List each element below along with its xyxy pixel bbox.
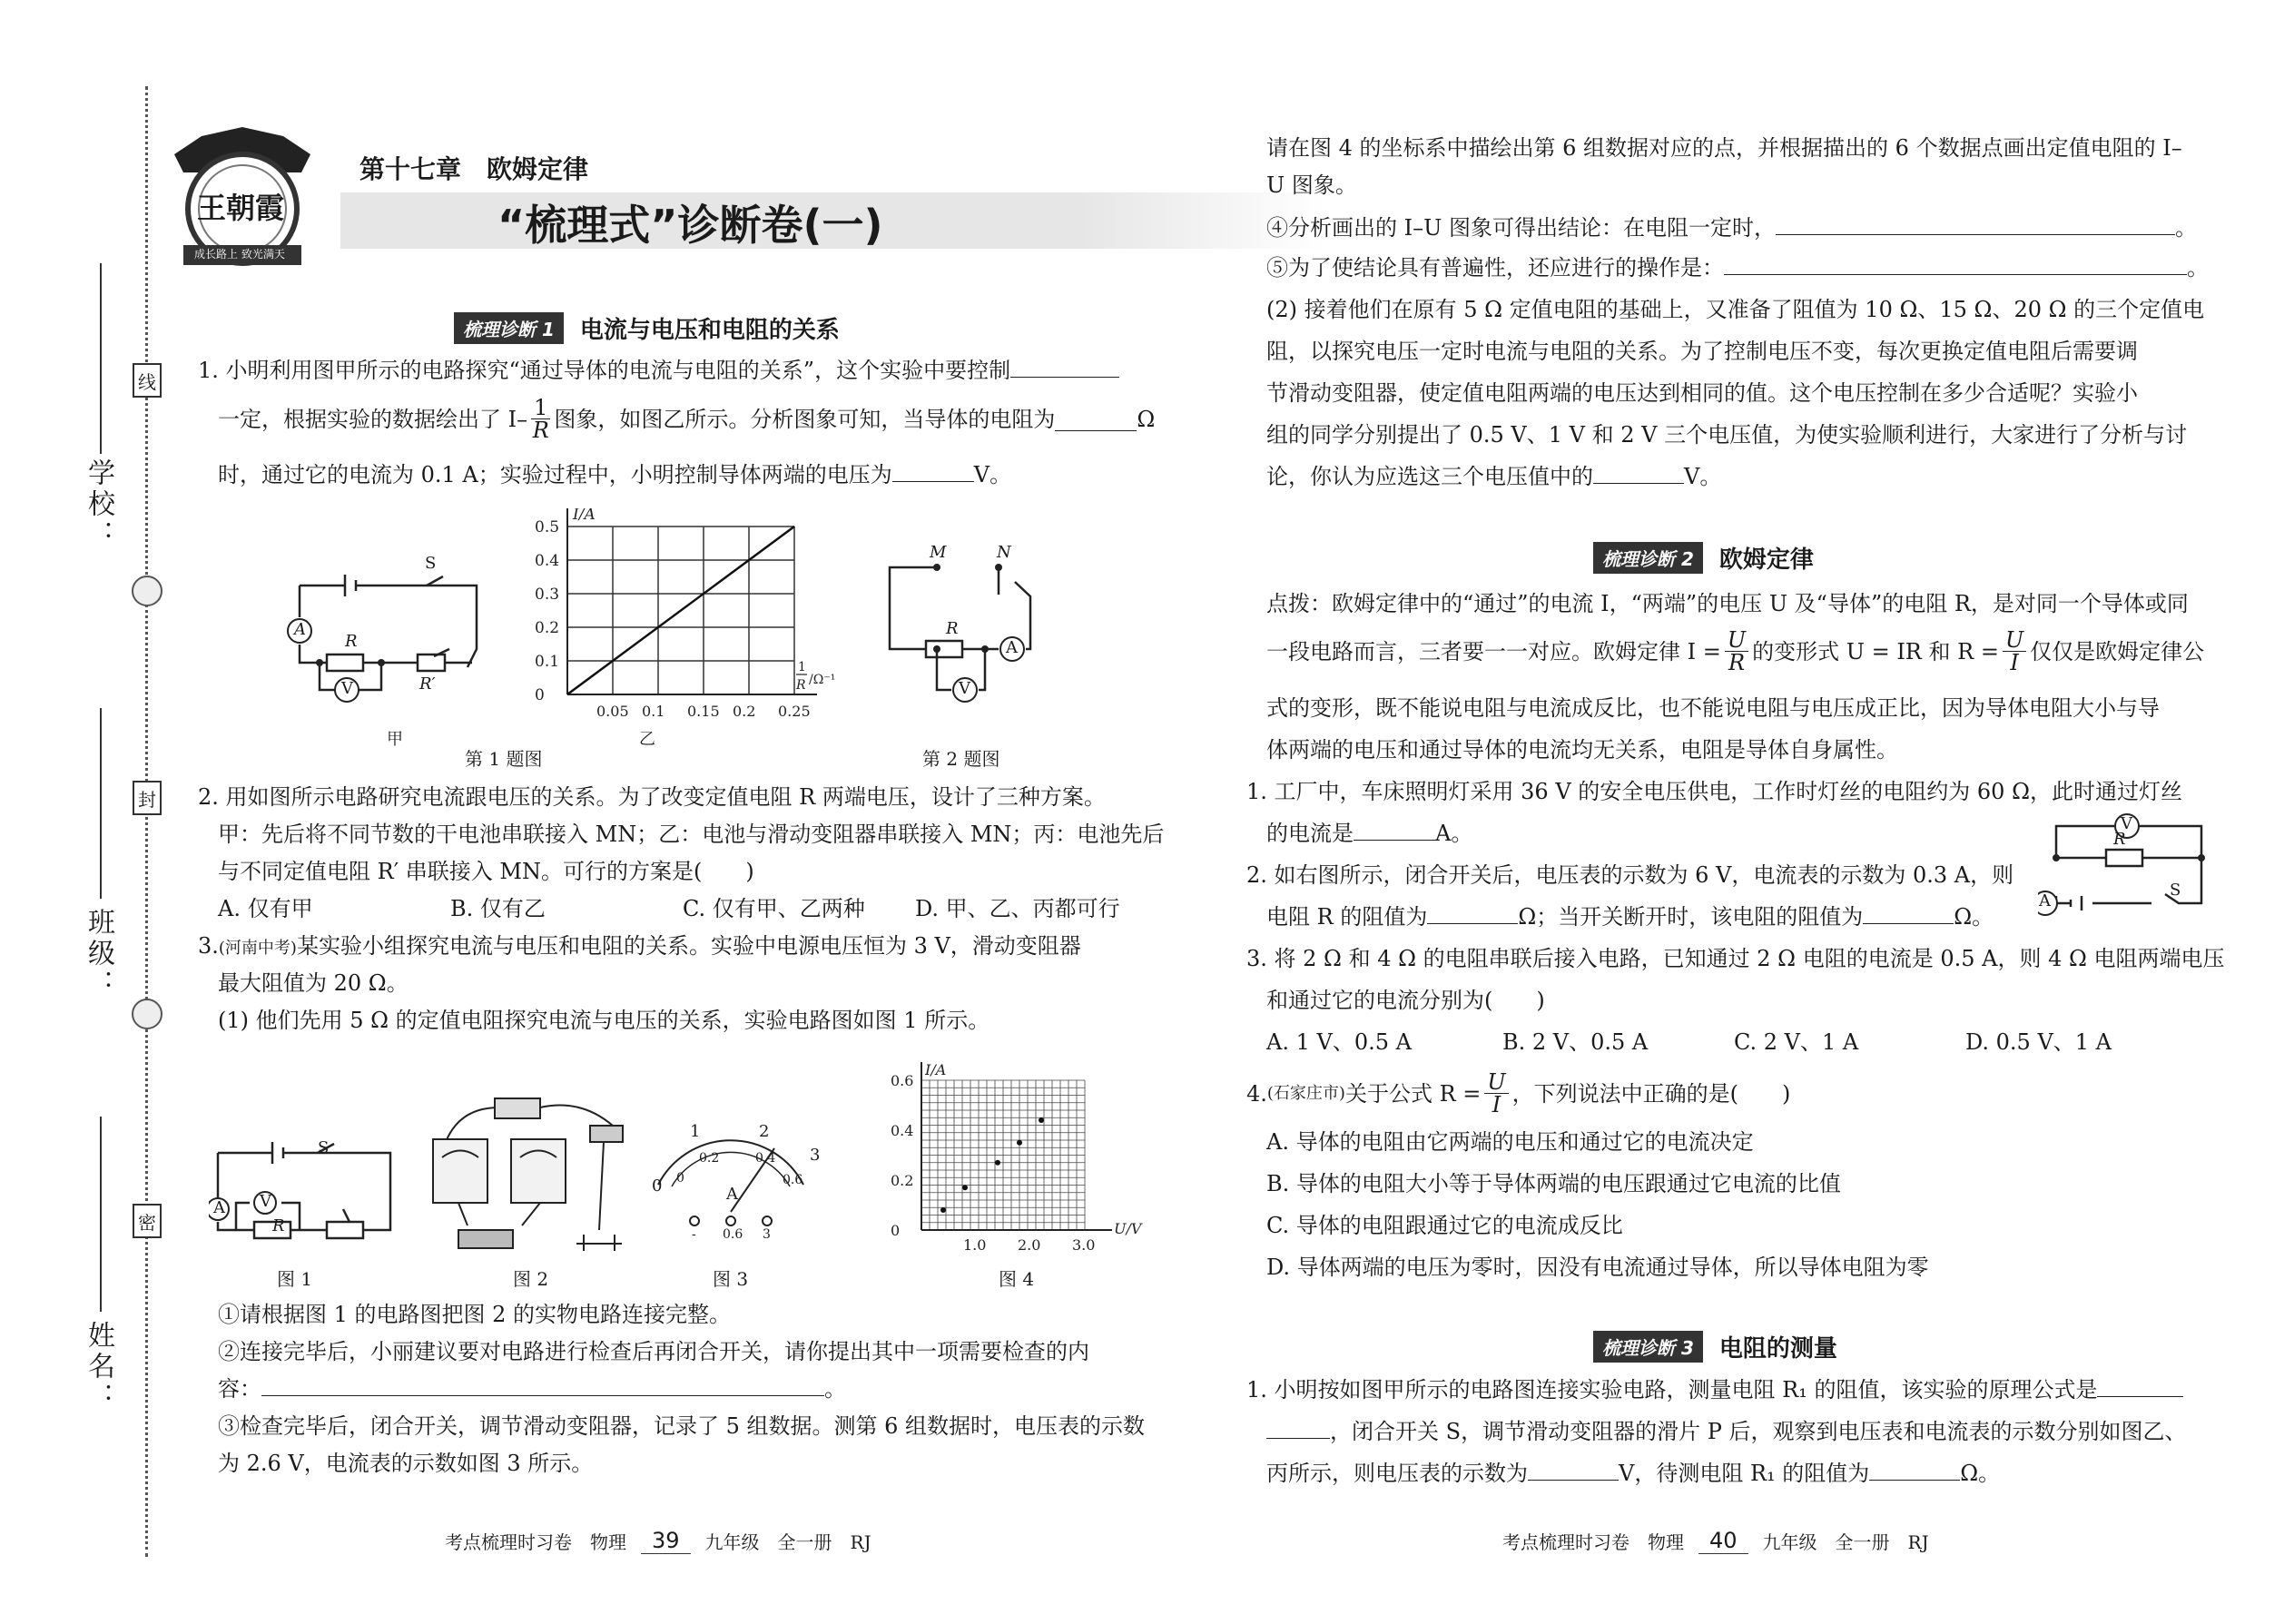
section-1-tag: 梳理诊断 1: [454, 312, 564, 344]
q3-number: 3.: [198, 933, 219, 959]
y-tick-label: 0.6: [891, 1072, 914, 1089]
q3-text: 。: [824, 1376, 846, 1402]
x-axis-label: /Ω⁻¹: [809, 673, 836, 687]
data-point: [940, 1207, 946, 1213]
dial-top-3: 3: [810, 1146, 821, 1165]
s2-q4-source: (石家庄市): [1266, 1083, 1345, 1103]
cont-text: 。: [2187, 255, 2209, 281]
cont-line6: 阻，以探究电压一定时电流与电阻的关系。为了控制电压不变，每次更换定值电阻后需要调: [1266, 339, 2138, 364]
fraction-den: R: [532, 418, 549, 443]
y-tick-label: 0.5: [535, 518, 560, 536]
footer-series: 考点梳理时习卷 物理: [1502, 1531, 1684, 1553]
rheostat-label: R′: [419, 674, 436, 694]
q3-sub2-line1: ②连接完毕后，小丽建议要对电路进行检查后再闭合开关，请你提出其中一项需要检查的内: [218, 1339, 1089, 1364]
s2-q4-option-b[interactable]: B. 导体的电阻大小等于导体两端的电压跟通过它电流的比值: [1266, 1171, 1841, 1196]
section-1-title: 电流与电压和电阻的关系: [579, 317, 840, 344]
cont-line3: [1266, 207, 2197, 249]
y-tick-label: 0: [535, 686, 545, 704]
dial-bottom-1: 0.2: [699, 1151, 720, 1166]
logo-brand-text: 王朝霞: [197, 191, 285, 225]
s2-q2-line2: [1266, 896, 1994, 938]
fraction-num: U: [1725, 629, 1748, 652]
s2-q1-text: A。: [1435, 821, 1473, 846]
dial-top-2: 2: [759, 1122, 770, 1141]
terminal-m-label: M: [930, 543, 947, 562]
cont-line8: 组的同学分别提出了 0.5 V、1 V 和 2 V 三个电压值，为使实验顺利进行，大家进行了分析与讨: [1266, 422, 2188, 448]
q2-line2: 甲：先后将不同节数的干电池串联接入 MN；乙：电池与滑动变阻器串联接入 MN；丙：电池先后: [218, 822, 1165, 847]
y-tick-label: 0.2: [891, 1172, 914, 1189]
y-tick-label: 0.1: [535, 653, 560, 671]
data-point: [1039, 1117, 1044, 1123]
fig4-caption: 图 4: [999, 1268, 1035, 1290]
x-tick-label: 1.0: [963, 1236, 987, 1254]
fraction-num: U: [2003, 629, 2026, 652]
cont-line5: (2) 接着他们在原有 5 Ω 定值电阻的基础上，又准备了阻值为 10 Ω、15 Ω、20 Ω 的三个定值电: [1266, 297, 2205, 322]
x-tick-label: 0.05: [596, 703, 629, 720]
q3-source: (河南中考): [218, 939, 297, 958]
x-tick-label: 2.0: [1018, 1236, 1041, 1254]
q3-fig1-circuit: [209, 1135, 409, 1262]
section-3-tag: 梳理诊断 3: [1593, 1331, 1703, 1363]
q1-blank-3[interactable]: [892, 458, 974, 482]
page-number: 39: [641, 1528, 691, 1554]
s3-q1-text: Ω。: [1960, 1461, 2001, 1486]
data-point: [995, 1160, 1000, 1166]
q1-graph: [517, 508, 862, 726]
s2-q1-blank[interactable]: [1354, 816, 1435, 841]
q2-circuit-diagram: [881, 558, 1071, 731]
q1-fraction: [531, 397, 550, 441]
s2-q4-line1: [1246, 1071, 1790, 1116]
q1-line3: [218, 454, 1011, 496]
fig-sub-b: 乙: [639, 730, 655, 749]
school-field[interactable]: [100, 263, 102, 454]
q1-line1: [198, 349, 1119, 391]
dial-top-1: 1: [690, 1122, 701, 1141]
operation-blank[interactable]: [1724, 251, 2187, 275]
resistor-label: R: [946, 619, 959, 638]
s2-q3-option-b[interactable]: B. 2 V、0.5 A: [1502, 1029, 1649, 1055]
fraction-den: I: [1492, 1092, 1501, 1117]
footer-grade: 九年级 全一册 RJ: [1762, 1531, 1929, 1553]
q3-sub2-line2: [218, 1368, 846, 1410]
s3-q1-formula-blank[interactable]: [2097, 1373, 2183, 1397]
x-axis-label-den: R: [796, 678, 806, 693]
x-tick-label: 0.15: [687, 703, 720, 720]
q1-text: 一定，根据实验的数据绘出了 I–: [218, 406, 528, 432]
q3-line3: (1) 他们先用 5 Ω 的定值电阻探究电流与电压的关系，实验电路图如图 1 所示。: [218, 1008, 990, 1033]
s2-ammeter-label: A: [2039, 891, 2051, 910]
data-point: [962, 1185, 968, 1190]
q2-line3: 与不同定值电阻 R′ 串联接入 MN。可行的方案是( ): [218, 859, 754, 884]
s2-q1-text: 的电流是: [1266, 821, 1354, 846]
cont-text: ④分析画出的 I–U 图象可得出结论：在电阻一定时，: [1266, 215, 1776, 241]
x-axis-label-num: 1: [798, 660, 806, 674]
y-tick-label: 0.2: [535, 619, 560, 637]
x-tick-label: 0.25: [778, 703, 811, 720]
dial-unit: A: [726, 1185, 738, 1204]
x-tick-label: 0.1: [642, 703, 665, 720]
tip-text: 仅仅是欧姆定律公: [2030, 638, 2205, 664]
fig2-caption: 图 2: [513, 1268, 549, 1290]
fig1-caption: 图 1: [277, 1268, 313, 1290]
tip-fraction-2: [2003, 629, 2026, 674]
y-axis-label: I/A: [573, 508, 596, 524]
left-page: [182, 0, 1207, 1624]
tip-line4: 体两端的电压和通过导体的电流均无关系，电阻是导体自身属性。: [1266, 737, 1898, 763]
q3-line2: 最大阻值为 20 Ω。: [218, 970, 409, 996]
s2-q4-number: 4.: [1246, 1080, 1267, 1107]
s2-q4-option-d[interactable]: D. 导体两端的电压为零时，因没有电流通过导体，所以导体电阻为零: [1266, 1255, 1929, 1280]
s2-q4-option-a[interactable]: A. 导体的电阻由它两端的电压和通过它的电流决定: [1266, 1129, 1754, 1155]
q1-text: 时，通过它的电流为 0.1 A；实验过程中，小明控制导体两端的电压为: [218, 462, 892, 487]
s2-q2-blank-1[interactable]: [1427, 900, 1518, 924]
y-tick-label: 0.3: [535, 586, 560, 604]
cont-text: ⑤为了使结论具有普遍性，还应进行的操作是：: [1266, 255, 1724, 281]
dial-bottom-3: 0.6: [783, 1173, 803, 1187]
dial-top-0: 0: [652, 1176, 663, 1196]
section-2-title: 欧姆定律: [1718, 546, 1814, 574]
q3-text: 某实验小组探究电流与电压和电阻的关系。实验中电源电压恒为 3 V，滑动变阻器: [296, 933, 1081, 959]
class-label: 班级：: [83, 908, 114, 1000]
q1-text: 图象，如图乙所示。分析图象可知，当导体的电阻为: [554, 406, 1056, 432]
terminal-minus: -: [692, 1227, 696, 1242]
fig1-switch-label: S: [318, 1138, 330, 1157]
q3-fig2-apparatus: [422, 1089, 631, 1262]
y-tick-label: 0.4: [535, 552, 560, 570]
s2-q1-line1: 1. 工厂中，车床照明灯采用 36 V 的安全电压供电，工作时灯丝的电阻约为 60 Ω，此时通过灯丝: [1246, 779, 2182, 804]
cont-line9: [1266, 456, 1721, 497]
voltage-choice-blank[interactable]: [1593, 459, 1684, 484]
q2-option-b[interactable]: B. 仅有乙: [450, 896, 546, 921]
page-number: 40: [1698, 1528, 1748, 1554]
fig1-resistor-label: R: [272, 1216, 285, 1235]
s3-q1-voltage-blank[interactable]: [1528, 1456, 1619, 1481]
s2-q2-text: Ω。: [1954, 904, 1994, 930]
s3-q1-line3: [1266, 1452, 2000, 1494]
s2-q3-option-a[interactable]: A. 1 V、0.5 A: [1266, 1029, 1412, 1055]
binding-hole: [132, 999, 162, 1029]
s3-q1-formula-blank-cont[interactable]: [1266, 1414, 1330, 1439]
s2-q3-line1: 3. 将 2 Ω 和 4 Ω 的电阻串联后接入电路，已知通过 2 Ω 电阻的电流是 0.5 A，则 4 Ω 电阻两端电压: [1246, 946, 2225, 971]
ammeter-label: A: [294, 620, 306, 639]
s2-q4-fraction: [1484, 1071, 1508, 1116]
fraction-den: R: [1728, 650, 1746, 675]
tip-text: 的变形式 U = IR 和 R =: [1752, 638, 1999, 664]
section-2-tag: 梳理诊断 2: [1593, 542, 1703, 574]
fig-sub-a: 甲: [387, 730, 403, 749]
brand-logo: [165, 127, 320, 272]
q3-fig4-graph: [881, 1053, 1153, 1262]
right-footer: [1502, 1528, 1929, 1554]
x-axis-label: U/V: [1114, 1220, 1142, 1237]
resistor-label: R: [345, 632, 358, 651]
s2-q4-text: 关于公式 R =: [1344, 1080, 1482, 1107]
terminal-3: 3: [763, 1227, 771, 1242]
fraction-num: U: [1484, 1071, 1508, 1094]
cont-text: 论，你认为应选这三个电压值中的: [1266, 464, 1593, 489]
paper-title: “梳理式”诊断卷(一): [497, 201, 883, 250]
section-3-heading: [1593, 1330, 1837, 1363]
s2-q2-blank-2[interactable]: [1863, 900, 1954, 924]
fig1-voltmeter-label: V: [260, 1192, 271, 1211]
q3-fig3-ammeter-dial: [640, 1103, 822, 1230]
binding-margin: [0, 0, 182, 1624]
q3-text: 容：: [218, 1376, 261, 1402]
chapter-title: 第十七章 欧姆定律: [359, 154, 589, 184]
school-label: 学校：: [83, 458, 114, 551]
voltmeter-label: V: [959, 679, 970, 698]
binding-dash-line: [145, 86, 148, 1557]
q1-text: V。: [973, 462, 1012, 487]
cont-text: V。: [1684, 464, 1722, 489]
cont-line1: 请在图 4 的坐标系中描绘出第 6 组数据对应的点，并根据描出的 6 个数据点画出定值电阻的 I–: [1266, 135, 2182, 161]
tip-text: 一段电路而言，三者要一一对应。欧姆定律 I =: [1266, 638, 1721, 664]
class-field[interactable]: [100, 708, 102, 899]
terminal-n-label: N: [997, 543, 1011, 562]
s2-q2-text: 电阻 R 的阻值为: [1266, 904, 1428, 930]
tip-line3: 式的变形，既不能说电阻与电流成反比，也不能说电阻与电压成正比，因为导体电阻大小与导: [1266, 695, 2160, 721]
cont-text: 。: [2174, 215, 2197, 241]
q3-sub3-line1: ③检查完毕后，闭合开关，调节滑动变阻器，记录了 5 组数据。测第 6 组数据时，电压表的示数: [218, 1413, 1146, 1439]
y-tick-label: 0: [891, 1222, 901, 1239]
q2-option-d[interactable]: D. 甲、乙、丙都可行: [915, 896, 1120, 921]
fraction-num: 1: [531, 397, 550, 419]
right-page: [1239, 0, 2283, 1624]
x-tick-label: 3.0: [1072, 1236, 1096, 1254]
q1-text: Ω: [1137, 406, 1156, 432]
cont-line4: [1266, 247, 2209, 289]
seal-line-mark: 线: [133, 363, 162, 398]
s3-q1-line2: [1266, 1411, 2186, 1452]
logo-slogan: 成长路上 致光满天: [194, 248, 285, 261]
series-line: [567, 527, 794, 694]
name-field[interactable]: [100, 1117, 102, 1312]
q2-line1: 2. 用如图所示电路研究电流跟电压的关系。为了改变定值电阻 R 两端电压，设计了三种方案。: [198, 784, 1106, 810]
q3-check-blank[interactable]: [261, 1372, 824, 1396]
cont-line7: 节滑动变阻器，使定值电阻两端的电压达到相同的值。这个电压控制在多少合适呢？实验小: [1266, 380, 2138, 406]
q1-blank-2[interactable]: [1055, 407, 1137, 431]
dial-bottom-0: 0: [676, 1171, 684, 1186]
s2-resistor-label: R: [2113, 830, 2126, 849]
data-point: [1017, 1140, 1022, 1146]
tip-line2: [1266, 629, 2204, 674]
fig1-ammeter-label: A: [213, 1198, 225, 1217]
q3-sub3-line2: 为 2.6 V，电流表的示数如图 3 所示。: [218, 1451, 594, 1476]
q2-option-c[interactable]: C. 仅有甲、乙两种: [683, 896, 865, 921]
s2-q4-option-c[interactable]: C. 导体的电阻跟通过它的电流成反比: [1266, 1213, 1623, 1238]
terminal-06: 0.6: [723, 1227, 743, 1242]
switch-label: S: [425, 554, 437, 573]
s2-q3-line2: 和通过它的电流分别为( ): [1266, 988, 1545, 1013]
fig3-caption: 图 3: [713, 1268, 749, 1290]
tip-fraction-1: [1725, 629, 1748, 674]
q1-blank-1[interactable]: [1010, 353, 1119, 378]
dial-bottom-2: 0.4: [755, 1151, 776, 1166]
tip-line1: 点拨：欧姆定律中的“通过”的电流 I，“两端”的电压 U 及“导体”的电阻 R，是对同一个导体或同: [1266, 591, 2189, 616]
left-footer: [445, 1528, 871, 1554]
footer-series: 考点梳理时习卷 物理: [445, 1531, 626, 1553]
s2-voltmeter-label: V: [2121, 814, 2132, 833]
q2-option-a[interactable]: A. 仅有甲: [218, 896, 313, 921]
q1-circuit-labels: [281, 558, 499, 713]
s3-q1-line1: [1246, 1369, 2183, 1411]
seal-seal-mark: 封: [133, 781, 162, 815]
q1-text: 1. 小明利用图甲所示的电路探究“通过导体的电流与电阻的关系”，这个实验中要控制: [198, 358, 1011, 383]
s3-q1-text: V，待测电阻 R₁ 的阻值为: [1619, 1461, 1870, 1486]
section-2-heading: [1593, 541, 1814, 575]
s3-q1-text: ，闭合开关 S，调节滑动变阻器的滑片 P 后，观察到电压表和电流表的示数分别如图乙、: [1330, 1419, 2187, 1444]
y-axis-label: I/A: [925, 1061, 947, 1078]
voltmeter-label: V: [341, 679, 353, 698]
q2-fig-caption: 第 2 题图: [922, 748, 1000, 770]
y-tick-label: 0.4: [891, 1122, 914, 1139]
s2-q2-line1: 2. 如右图所示，闭合开关后，电压表的示数为 6 V，电流表的示数为 0.3 A，则: [1246, 862, 2014, 888]
ammeter-label: A: [1006, 638, 1018, 657]
fraction-den: I: [2010, 650, 2019, 675]
s2-q3-option-d[interactable]: D. 0.5 V、1 A: [1965, 1029, 2112, 1055]
conclusion-blank[interactable]: [1776, 211, 2175, 235]
footer-grade: 九年级 全一册 RJ: [704, 1531, 871, 1553]
s2-q1-line2: [1266, 812, 1472, 854]
binding-hole: [132, 576, 162, 606]
s3-q1-text: 丙所示，则电压表的示数为: [1266, 1461, 1528, 1486]
x-tick-label: 0.2: [733, 703, 756, 720]
s3-q1-resistance-blank[interactable]: [1869, 1456, 1960, 1481]
s2-q2-circuit-diagram: [2038, 812, 2229, 921]
seal-secret-mark: 密: [133, 1204, 162, 1238]
q1-line2: [218, 397, 1155, 441]
s2-q4-text: ，下列说法中正确的是( ): [1511, 1080, 1791, 1107]
s2-switch-label: S: [2170, 881, 2181, 900]
q1-fig-caption: 第 1 题图: [465, 748, 543, 770]
q3-sub1: ①请根据图 1 的电路图把图 2 的实物电路连接完整。: [218, 1302, 732, 1327]
s3-q1-text: 1. 小明按如图甲所示的电路图连接实验电路，测量电阻 R₁ 的阻值，该实验的原理公式是: [1246, 1377, 2098, 1403]
section-1-heading: [454, 311, 840, 345]
name-label: 姓名：: [83, 1321, 114, 1413]
s2-q2-text: Ω；当开关断开时，该电阻的阻值为: [1518, 904, 1864, 930]
section-3-title: 电阻的测量: [1718, 1335, 1837, 1363]
s2-q3-option-c[interactable]: C. 2 V、1 A: [1734, 1029, 1859, 1055]
cont-line2: U 图象。: [1266, 172, 1357, 198]
